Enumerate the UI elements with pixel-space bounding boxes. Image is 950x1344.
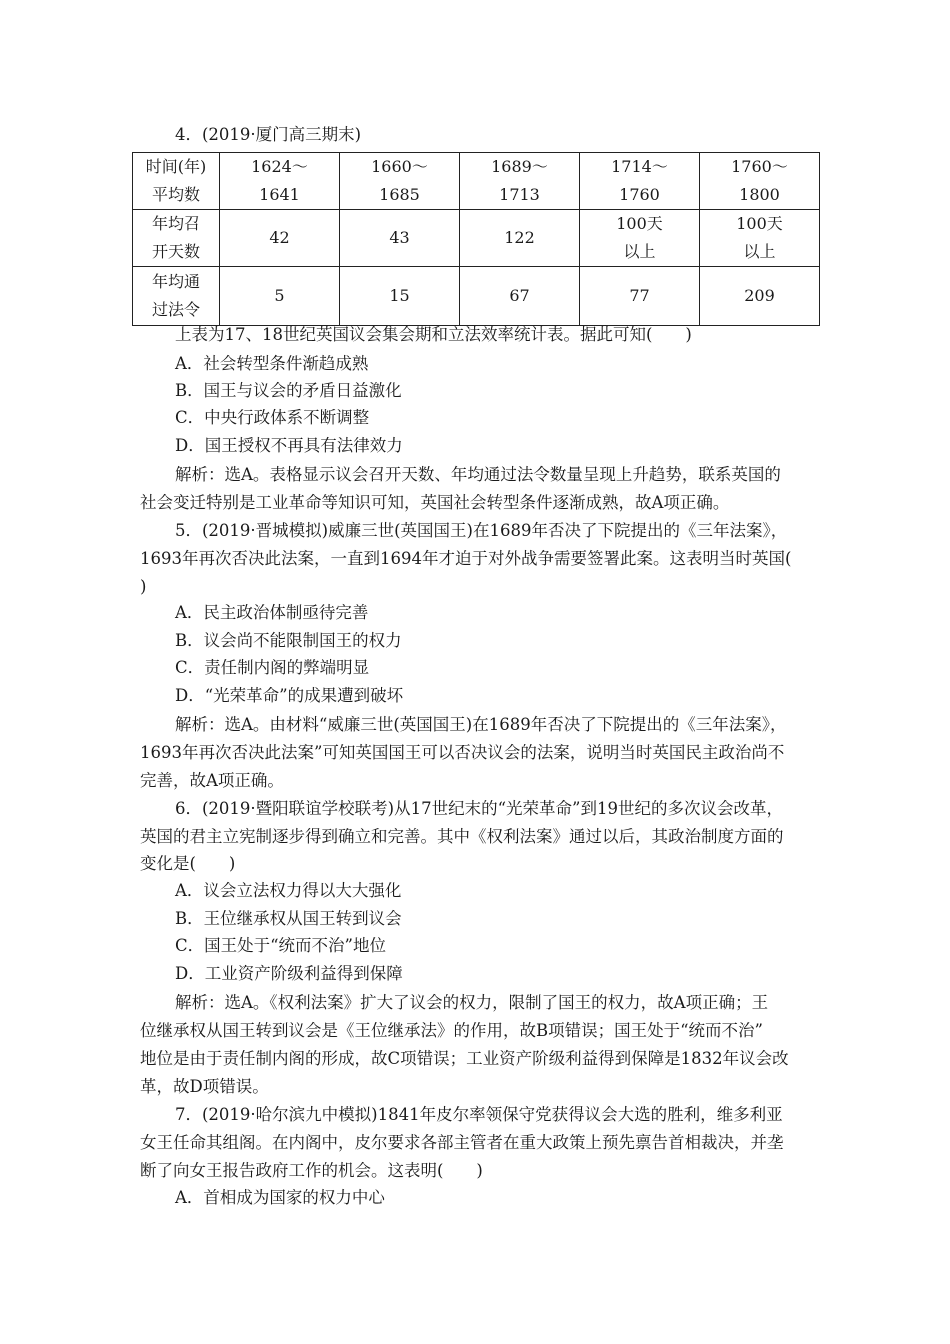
statistics-table: [132, 152, 820, 326]
q7-stem-line: 女王任命其组阁。在内阁中，皮尔要求各部主管者在重大政策上预先禀告首相裁决，并垄: [140, 1133, 784, 1152]
q4-option-b: B．国王与议会的矛盾日益激化: [175, 381, 402, 400]
table-corner-cell: 时间(年) 平均数: [133, 153, 220, 210]
q5-stem-line: 1693年再次否决此法案，一直到1694年才迫于对外战争需要签署此案。这表明当时英国(: [140, 549, 792, 568]
period-cell: 1714～ 1760: [580, 153, 700, 210]
q7-stem-line: 7．(2019·哈尔滨九中模拟)1841年皮尔率领保守党获得议会大选的胜利，维多利亚: [175, 1105, 783, 1124]
value-cell: 15: [340, 267, 460, 326]
table-header-row: [133, 153, 820, 210]
value-cell: 100天 以上: [580, 210, 700, 267]
value-cell: 67: [460, 267, 580, 326]
value-cell: 5: [220, 267, 340, 326]
q6-option-d: D．工业资产阶级利益得到保障: [175, 964, 403, 983]
row-label-cell: 年均召 开天数: [133, 210, 220, 267]
q5-option-a: A．民主政治体制亟待完善: [175, 603, 369, 622]
q6-analysis-line: 位继承权从国王转到议会是《王位继承法》的作用，故B项错误；国王处于“统而不治”: [140, 1021, 763, 1040]
value-cell: 43: [340, 210, 460, 267]
q6-analysis-line: 革，故D项错误。: [140, 1077, 269, 1096]
value-cell: 122: [460, 210, 580, 267]
q5-option-b: B．议会尚不能限制国王的权力: [175, 631, 402, 650]
q4-analysis-line: 社会变迁特别是工业革命等知识可知，英国社会转型条件逐渐成熟，故A项正确。: [140, 493, 730, 512]
q4-option-a: A．社会转型条件渐趋成熟: [175, 354, 369, 373]
q5-stem-line: 5．(2019·晋城模拟)威廉三世(英国国王)在1689年否决了下院提出的《三年法案》，: [175, 521, 788, 540]
q5-analysis-line: 完善，故A项正确。: [140, 771, 284, 790]
row-label-cell: 年均通 过法令: [133, 267, 220, 326]
q5-stem-line: ): [140, 577, 147, 596]
q6-stem-line: 变化是( ): [140, 854, 236, 873]
period-cell: 1660～ 1685: [340, 153, 460, 210]
q5-analysis-line: 解析：选A。由材料“威廉三世(英国国王)在1689年否决了下院提出的《三年法案》，: [175, 715, 787, 734]
q4-option-c: C．中央行政体系不断调整: [175, 408, 370, 427]
table-row-laws-passed: [133, 267, 820, 326]
q5-option-d: D．“光荣革命”的成果遭到破坏: [175, 686, 404, 705]
q5-option-c: C．责任制内阁的弊端明显: [175, 658, 370, 677]
q6-option-b: B．王位继承权从国王转到议会: [175, 909, 402, 928]
q4-option-d: D．国王授权不再具有法律效力: [175, 436, 403, 455]
q6-option-c: C．国王处于“统而不治”地位: [175, 936, 386, 955]
value-cell: 77: [580, 267, 700, 326]
value-cell: 209: [700, 267, 820, 326]
q7-option-a: A．首相成为国家的权力中心: [175, 1188, 385, 1207]
q6-option-a: A．议会立法权力得以大大强化: [175, 881, 402, 900]
q6-analysis-line: 地位是由于责任制内阁的形成，故C项错误；工业资产阶级利益得到保障是1832年议会改: [140, 1049, 789, 1068]
value-cell: 42: [220, 210, 340, 267]
q4-title: 4．(2019·厦门高三期末): [175, 125, 362, 144]
q5-analysis-line: 1693年再次否决此法案”可知英国国王可以否决议会的法案，说明当时英国民主政治尚不: [140, 743, 785, 762]
value-cell: 100天 以上: [700, 210, 820, 267]
q7-stem-line: 断了向女王报告政府工作的机会。这表明( ): [140, 1161, 483, 1180]
q6-analysis-line: 解析：选A。《权利法案》扩大了议会的权力，限制了国王的权力，故A项正确；王: [175, 993, 769, 1012]
q4-analysis-line: 解析：选A。表格显示议会召开天数、年均通过法令数量呈现上升趋势，联系英国的: [175, 465, 781, 484]
period-cell: 1689～ 1713: [460, 153, 580, 210]
table-row-session-days: [133, 210, 820, 267]
q6-stem-line: 英国的君主立宪制逐步得到确立和完善。其中《权利法案》通过以后，其政治制度方面的: [140, 827, 784, 846]
q6-stem-line: 6．(2019·暨阳联谊学校联考)从17世纪末的“光荣革命”到19世纪的多次议会改革，: [175, 799, 783, 818]
period-cell: 1760～ 1800: [700, 153, 820, 210]
q4-stem: 上表为17、18世纪英国议会集会期和立法效率统计表。据此可知( ): [175, 325, 692, 344]
period-cell: 1624～ 1641: [220, 153, 340, 210]
